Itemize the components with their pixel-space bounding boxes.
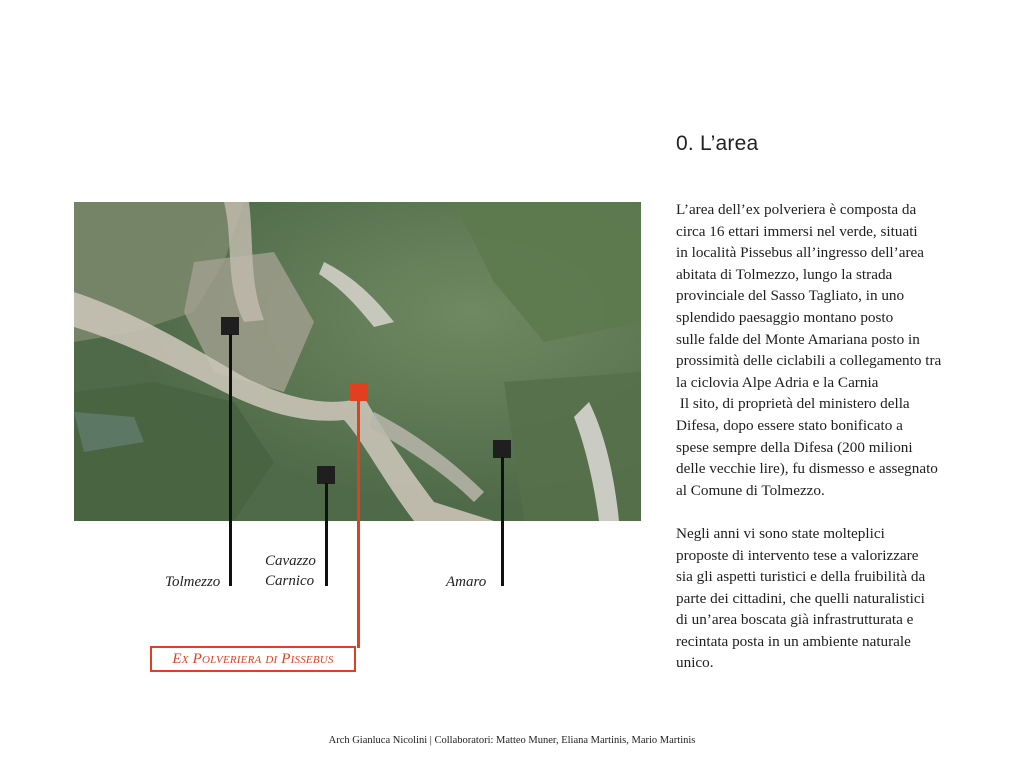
text-line: sia gli aspetti turistici e della fruibilità da <box>676 568 926 586</box>
text-line: provinciale del Sasso Tagliato, in uno <box>676 287 905 305</box>
text-line: unico. <box>676 654 714 672</box>
label-line: Cavazzo <box>265 553 316 569</box>
label-amaro: Amaro <box>446 574 487 590</box>
text-line: di un’area boscata già infrastrutturata e <box>676 611 914 629</box>
label-line: Carnico <box>265 573 315 589</box>
text-line: proposte di intervento tese a valorizzare <box>676 546 919 564</box>
paragraph-2 <box>676 523 996 674</box>
text-line: Difesa, dopo essere stato bonificato a <box>676 416 903 434</box>
pissebus-leader-line <box>357 400 360 648</box>
text-line: abitata di Tolmezzo, lungo la strada <box>676 265 893 283</box>
text-line: splendido paesaggio montano posto <box>676 308 894 326</box>
text-line: recintata posta in un ambiente naturale <box>676 632 911 650</box>
text-line: al Comune di Tolmezzo. <box>676 481 825 499</box>
label-pissebus: Ex Polveriera di Pissebus <box>172 650 334 667</box>
text-line: Negli anni vi sono state molteplici <box>676 524 885 542</box>
amaro-marker <box>493 440 511 458</box>
text-line: delle vecchie lire), fu dismesso e assegnato <box>676 460 938 478</box>
label-tolmezzo: Tolmezzo <box>165 574 221 590</box>
text-line: parte dei cittadini, che quelli naturalistici <box>676 589 925 607</box>
pissebus-callout-box <box>150 646 356 672</box>
page-title: 0. L’area <box>676 132 759 155</box>
description-text <box>676 199 996 696</box>
text-line: prossimità delle ciclabili a collegamento tra <box>676 352 942 370</box>
text-line: circa 16 ettari immersi nel verde, situati <box>676 222 918 240</box>
text-line: la ciclovia Alpe Adria e la Carnia <box>676 373 879 391</box>
label-cavazzo-carnico <box>265 551 316 591</box>
text-line: Il sito, di proprietà del ministero della <box>676 395 910 413</box>
tolmezzo-leader-line <box>229 334 232 586</box>
text-line: in località Pissebus all’ingresso dell’area <box>676 244 924 262</box>
text-line: spese sempre della Difesa (200 milioni <box>676 438 913 456</box>
cavazzo-leader-line <box>325 483 328 586</box>
pissebus-marker <box>350 383 368 401</box>
footer-credits: Arch Gianluca Nicolini | Collaboratori: Matteo Muner, Eliana Martinis, Mario Martinis <box>328 735 696 746</box>
tolmezzo-marker <box>221 317 239 335</box>
text-line: L’area dell’ex polveriera è composta da <box>676 201 917 218</box>
cavazzo-marker <box>317 466 335 484</box>
amaro-leader-line <box>501 457 504 586</box>
text-line: sulle falde del Monte Amariana posto in <box>676 330 920 348</box>
paragraph-1 <box>676 199 996 501</box>
